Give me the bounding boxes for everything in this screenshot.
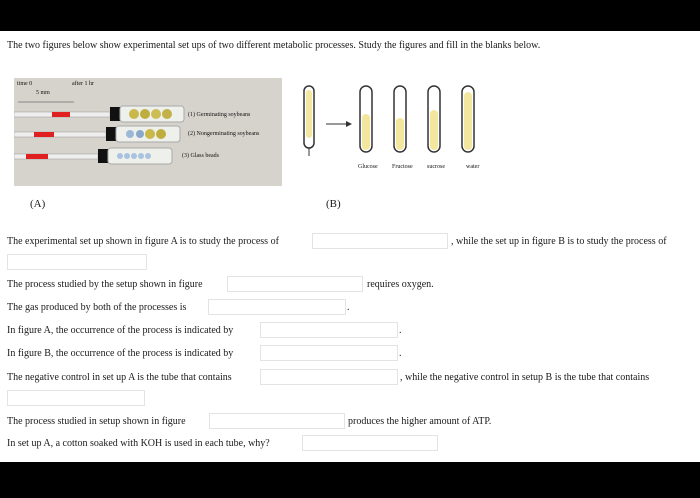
figure-b-caption: (B) [326,198,341,210]
q6-blank-2[interactable] [7,390,145,406]
q6-text-a: The negative control in set up A is the tube that contains [7,372,232,383]
label-nongerminating: (2) Nongerminating soybeans [188,131,260,137]
after-label: after 1 hr [72,81,94,87]
q4-text: In figure A, the occurrence of the process is indicated by [7,325,234,336]
tube-label-glucose: Glucose [358,164,378,170]
q1-blank-2[interactable] [7,254,147,270]
top-black-bar [0,0,700,31]
q5-text: In figure B, the occurrence of the process is indicated by [7,348,234,359]
q1-text-b: , while the set up in figure B is to study the process of [451,236,667,247]
q3-text: The gas produced by both of the processes is [7,302,187,313]
label-germinating: (1) Germinating soybeans [188,112,251,118]
tube-label-fructose: Fructose [392,164,413,170]
q4-period: . [399,325,402,336]
q8-text: In set up A, a cotton soaked with KOH is used in each tube, why? [7,438,270,449]
label-glass-beads: (3) Glass beads [182,153,219,159]
q2-text-b: requires oxygen. [367,279,434,290]
time0-label: time 0 [17,81,33,87]
q3-blank[interactable] [208,299,346,315]
figure-a-photo [14,78,282,186]
q2-text-a: The process studied by the setup shown in figure [7,279,203,290]
tube-label-sucrose: sucrose [427,164,445,170]
q8-blank[interactable] [302,435,438,451]
q4-blank[interactable] [260,322,398,338]
q1-text-a: The experimental set up shown in figure A is to study the process of [7,236,279,247]
q1-blank-1[interactable] [312,233,448,249]
fermentation-tubes [298,84,498,164]
q2-blank[interactable] [227,276,363,292]
q7-blank[interactable] [209,413,345,429]
tube-label-water: water [466,164,480,170]
instructions-text: The two figures below show experimental set ups of two different metabolic processes. Study the figures and fill in the blanks below. [7,40,541,51]
q5-period: . [399,348,402,359]
q5-blank[interactable] [260,345,398,361]
q7-text-a: The process studied in setup shown in figure [7,416,186,427]
figure-a-caption: (A) [30,198,46,210]
q7-text-b: produces the higher amount of ATP. [348,416,492,427]
q6-blank-1[interactable] [260,369,398,385]
bottom-black-bar [0,462,700,498]
q6-text-b: , while the negative control in setup B is the tube that contains [400,372,650,383]
scale-label: 5 mm [36,90,50,96]
q3-period: . [347,302,350,313]
